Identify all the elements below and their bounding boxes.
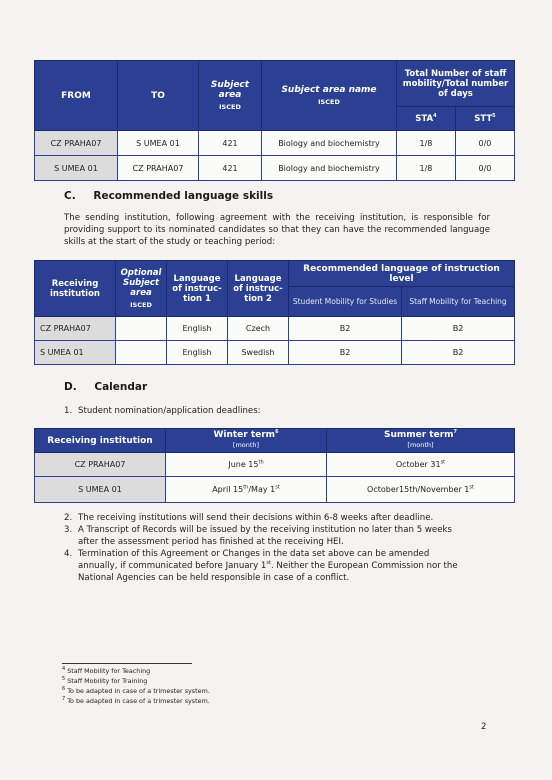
header-stt: STT$^5$ xyxy=(455,107,514,131)
header-student: Student Mobility for Studies xyxy=(289,287,402,317)
list-item: 2. The receiving institutions will send their decisions within 6-8 weeks after deadline. xyxy=(64,513,434,523)
cell-staff: B2 xyxy=(402,317,515,341)
cell-inst: CZ PRAHA07 xyxy=(35,453,166,477)
cell-name: Biology and biochemistry xyxy=(262,131,397,156)
cell-lang2: Czech xyxy=(228,317,289,341)
cell-from: S UMEA 01 xyxy=(35,156,118,181)
cell-winter: June 15th xyxy=(166,453,327,477)
header-from: FROM xyxy=(35,61,118,131)
header-total: Total Number of staff mobility/Total number of days xyxy=(397,61,515,107)
header-receiving: Receiving institution xyxy=(35,429,166,453)
header-staff: Staff Mobility for Teaching xyxy=(402,287,515,317)
section-d-heading xyxy=(64,381,147,393)
cell-code: 421 xyxy=(199,156,262,181)
table-row xyxy=(35,341,515,365)
table-row xyxy=(35,477,515,503)
section-c-label: C. xyxy=(64,190,76,202)
section-c-title: Recommended language skills xyxy=(93,190,274,202)
footnote-divider xyxy=(62,663,192,664)
section-c-paragraph: The sending institution, following agreement with the receiving institution, is responsible for providing support to its nominated candidates so that they can have the recommended language skills at the start of the study or teaching period: xyxy=(64,213,490,247)
header-subject-area xyxy=(199,61,262,131)
table-row xyxy=(35,131,515,156)
header-lang1: Language of instruc-tion 1 xyxy=(167,261,228,317)
footnote: $^5$ Staff Mobility for Training xyxy=(62,675,148,685)
table-row xyxy=(35,156,515,181)
footnote: $^4$ Staff Mobility for Teaching xyxy=(62,665,151,675)
table-row xyxy=(35,453,515,477)
cell-to: CZ PRAHA07 xyxy=(118,156,199,181)
header-summer: Summer term$^7$ [month] xyxy=(327,429,515,453)
cell-staff: B2 xyxy=(402,341,515,365)
optional-isced: ISCED xyxy=(130,301,152,309)
cell-stt: 0/0 xyxy=(455,156,514,181)
header-lang2: Language of instruc-tion 2 xyxy=(228,261,289,317)
section-d-label: D. xyxy=(64,381,77,393)
cell-lang2: Swedish xyxy=(228,341,289,365)
cell-summer: October 31st xyxy=(327,453,515,477)
cell-summer: October15th/November 1st xyxy=(327,477,515,503)
header-receiving: Receiving institution xyxy=(35,261,116,317)
cell-code: 421 xyxy=(199,131,262,156)
cell-winter: April 15th/May 1st xyxy=(166,477,327,503)
cell-sta: 1/8 xyxy=(397,131,456,156)
cell-student: B2 xyxy=(289,341,402,365)
list-item: 3. A Transcript of Records will be issued by the receiving institution no later than 5 weeks after the assessment period has finished at the receiving HEI. xyxy=(64,525,452,547)
cell-area xyxy=(116,317,167,341)
header-winter: Winter term$^6$ [month] xyxy=(166,429,327,453)
footnote: $^7$ To be adapted in case of a trimester system. xyxy=(62,695,210,705)
staff-mobility-table xyxy=(34,60,515,181)
calendar-table xyxy=(34,428,515,503)
header-to: TO xyxy=(118,61,199,131)
language-table xyxy=(34,260,515,365)
cell-student: B2 xyxy=(289,317,402,341)
cell-inst: CZ PRAHA07 xyxy=(35,317,116,341)
cell-area xyxy=(116,341,167,365)
optional-label: Optional Subject area xyxy=(120,268,162,298)
subject-area-isced: ISCED xyxy=(219,103,241,111)
cell-from: CZ PRAHA07 xyxy=(35,131,118,156)
cell-sta: 1/8 xyxy=(397,156,456,181)
section-c-heading xyxy=(64,190,273,202)
list-item-text: Student nomination/application deadlines: xyxy=(78,406,261,416)
header-subject-name xyxy=(262,61,397,131)
cell-stt: 0/0 xyxy=(455,131,514,156)
cell-inst: S UMEA 01 xyxy=(35,341,116,365)
footnote: $^6$ To be adapted in case of a trimester system. xyxy=(62,685,210,695)
subject-name-label: Subject area name xyxy=(281,85,377,95)
cell-name: Biology and biochemistry xyxy=(262,156,397,181)
section-d-title: Calendar xyxy=(94,381,148,393)
subject-area-label: Subject area xyxy=(210,80,250,100)
header-recommended: Recommended language of instruction level xyxy=(289,261,515,287)
table-row xyxy=(35,317,515,341)
subject-name-isced: ISCED xyxy=(318,98,340,106)
list-item: 1. Student nomination/application deadlines: xyxy=(64,406,261,416)
list-item: 4. Termination of this Agreement or Changes in the data set above can be amended annually, if communicated before January 1st. Neither the European Commission nor the National Agencies can be held responsible in case of a conflict. xyxy=(64,549,458,583)
cell-inst: S UMEA 01 xyxy=(35,477,166,503)
cell-lang1: English xyxy=(167,317,228,341)
header-optional xyxy=(116,261,167,317)
cell-lang1: English xyxy=(167,341,228,365)
header-sta: STA$^4$ xyxy=(397,107,456,131)
cell-to: S UMEA 01 xyxy=(118,131,199,156)
page-number: 2 xyxy=(481,722,487,732)
numbered-list xyxy=(64,512,494,592)
